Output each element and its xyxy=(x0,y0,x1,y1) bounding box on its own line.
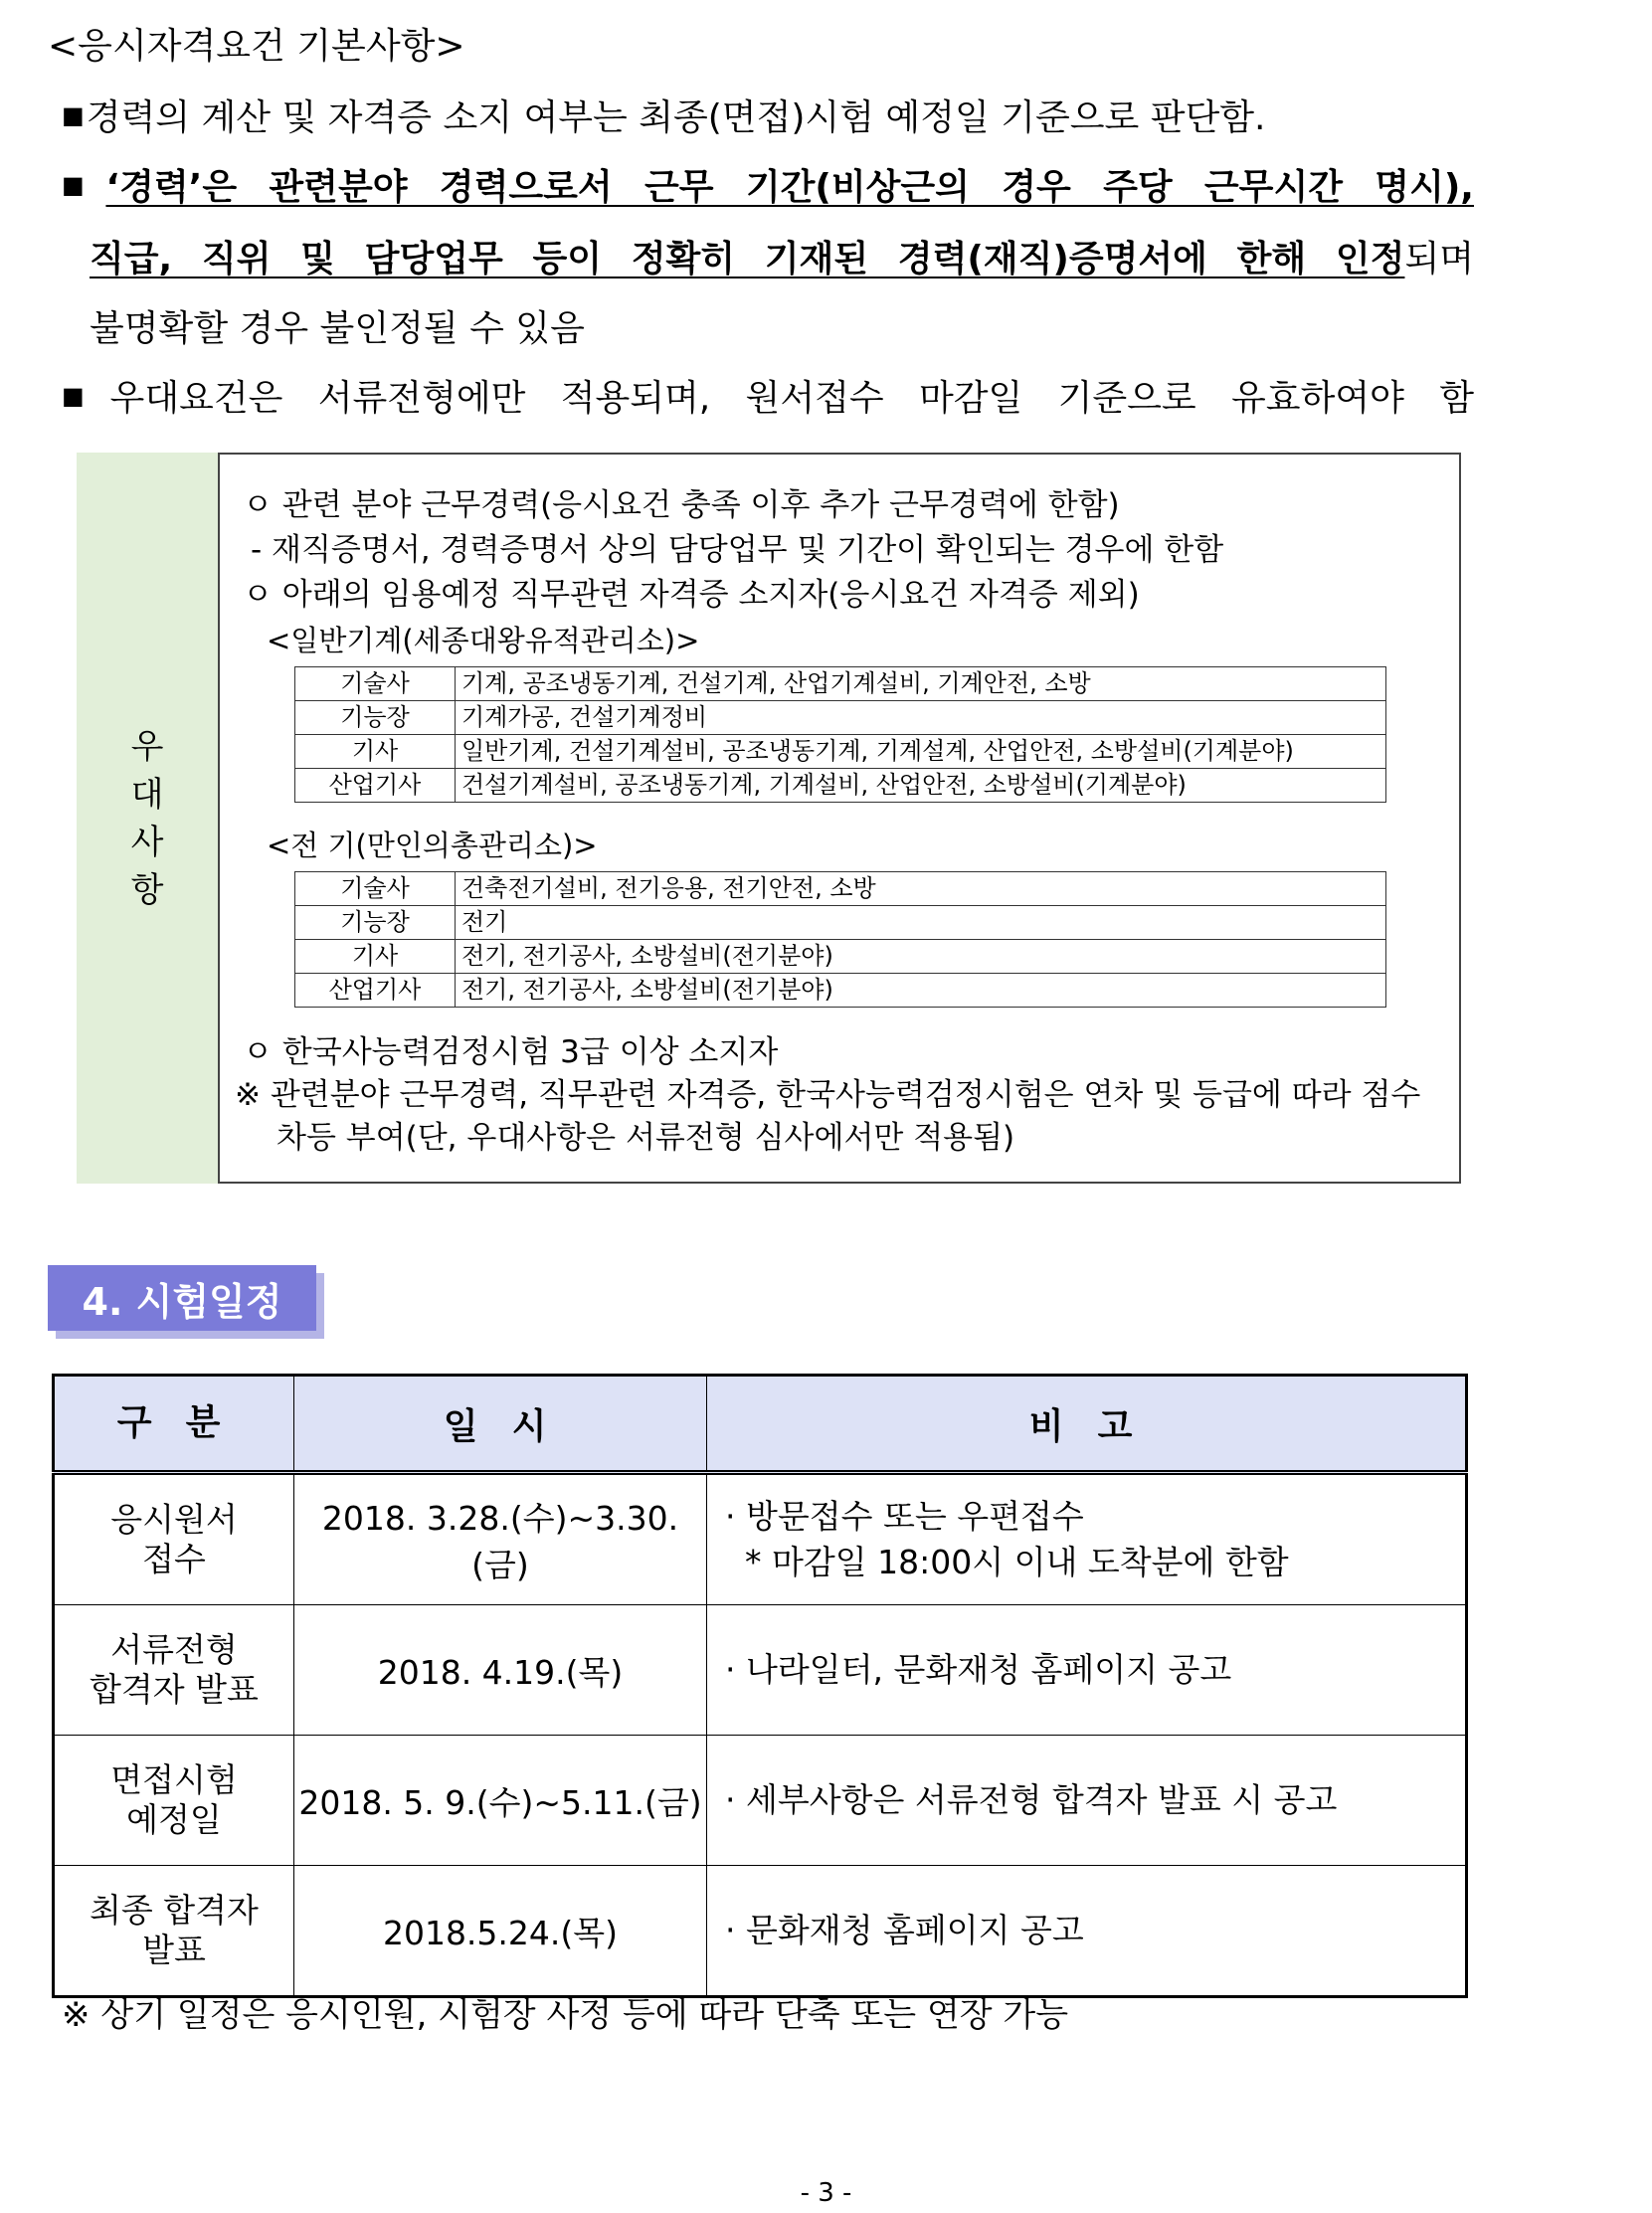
col-header-remarks: 비 고 xyxy=(707,1376,1467,1473)
schedule-footnote: ※ 상기 일정은 응시인원, 시험장 사정 등에 따라 단축 또는 연장 가능 xyxy=(62,1995,1069,2035)
bullet-mark: ■ xyxy=(62,171,104,199)
schedule-date: 2018. 5. 9.(수)~5.11.(금) xyxy=(294,1736,707,1866)
bullet-text: 경력의 계산 및 자격증 소지 여부는 최종(면접)시험 예정일 기준으로 판단함. xyxy=(86,97,1266,138)
bullet-career-def xyxy=(62,159,1474,210)
section-header-schedule: 4. 시험일정 xyxy=(48,1265,316,1331)
license-fields: 일반기계, 건설기계설비, 공조냉동기계, 기계설계, 산업안전, 소방설비(기계분야) xyxy=(456,735,1386,769)
schedule-category: 최종 합격자 발표 xyxy=(54,1866,294,1997)
schedule-category: 서류전형 합격자 발표 xyxy=(54,1605,294,1736)
pref-item-license: ㅇ 아래의 임용예정 직무관련 자격증 소지자(응시요건 자격증 제외) xyxy=(243,577,1140,613)
schedule-category: 응시원서 접수 xyxy=(54,1473,294,1605)
preference-label-cell xyxy=(77,453,220,1184)
bullet-career-calc xyxy=(62,90,1266,140)
license-grade: 기사 xyxy=(295,735,456,769)
license-grade: 기술사 xyxy=(295,872,456,906)
pref-note-line2: 차등 부여(단, 우대사항은 서류전형 심사에서만 적용됨) xyxy=(276,1120,1015,1156)
pref-item-career-sub: - 재직증명서, 경력증명서 상의 담당업무 및 기간이 확인되는 경우에 한함 xyxy=(251,532,1224,568)
table-row xyxy=(295,769,1386,803)
bullet-preference-rule xyxy=(62,370,1474,421)
table-row xyxy=(295,667,1386,701)
bullet-text-underlined: 직급, 직위 및 담당업무 등이 정확히 기재된 경력(재직)증명서에 한해 인정 xyxy=(90,239,1405,279)
table-header-row xyxy=(54,1376,1467,1473)
bullet-mark: ■ xyxy=(62,101,85,129)
license-fields: 기계, 공조냉동기계, 건설기계, 산업기계설비, 기계안전, 소방 xyxy=(456,667,1386,701)
schedule-date: 2018. 3.28.(수)~3.30.(금) xyxy=(294,1473,707,1605)
schedule-date: 2018. 4.19.(목) xyxy=(294,1605,707,1736)
schedule-remarks: · 방문접수 또는 우편접수 * 마감일 18:00시 이내 도착분에 한함 xyxy=(707,1473,1467,1605)
schedule-remarks: · 문화재청 홈페이지 공고 xyxy=(707,1866,1467,1997)
page-number: - 3 - xyxy=(800,2178,852,2208)
table-row xyxy=(295,974,1386,1008)
license-grade: 산업기사 xyxy=(295,974,456,1008)
table-row xyxy=(295,701,1386,735)
schedule-remarks: · 나라일터, 문화재청 홈페이지 공고 xyxy=(707,1605,1467,1736)
table-row xyxy=(295,940,1386,974)
schedule-remarks: · 세부사항은 서류전형 합격자 발표 시 공고 xyxy=(707,1736,1467,1866)
table-row xyxy=(54,1473,1467,1605)
license-group-title-mech: <일반기계(세종대왕유적관리소)> xyxy=(267,624,700,657)
bullet-mark: ■ xyxy=(62,382,108,410)
license-grade: 기능장 xyxy=(295,906,456,940)
schedule-category: 면접시험 예정일 xyxy=(54,1736,294,1866)
license-fields: 건설기계설비, 공조냉동기계, 기계설비, 산업안전, 소방설비(기계분야) xyxy=(456,769,1386,803)
pref-note-line1: ※ 관련분야 근무경력, 직무관련 자격증, 한국사능력검정시험은 연차 및 등급에 따라 점수 xyxy=(235,1077,1421,1113)
license-fields: 기계가공, 건설기계정비 xyxy=(456,701,1386,735)
license-fields: 전기, 전기공사, 소방설비(전기분야) xyxy=(456,974,1386,1008)
license-grade: 기사 xyxy=(295,940,456,974)
col-header-datetime: 일 시 xyxy=(294,1376,707,1473)
license-grade: 기술사 xyxy=(295,667,456,701)
bullet-text: 되며 xyxy=(1404,239,1474,279)
section-title-basic: <응시자격요건 기본사항> xyxy=(48,26,465,67)
bullet-career-def-line3: 불명확할 경우 불인정될 수 있음 xyxy=(90,308,585,349)
preference-label-line1: 우대 xyxy=(130,726,164,815)
license-group-title-elec: <전 기(만인의총관리소)> xyxy=(267,829,598,862)
table-row xyxy=(295,735,1386,769)
preference-label-line2: 사항 xyxy=(130,822,164,910)
license-grade: 기능장 xyxy=(295,701,456,735)
bullet-text: 우대요건은 서류전형에만 적용되며, 원서접수 마감일 기준으로 유효하여야 함 xyxy=(109,378,1474,419)
pref-item-career: ㅇ 관련 분야 근무경력(응시요건 충족 이후 추가 근무경력에 한함) xyxy=(243,487,1120,523)
license-fields: 전기 xyxy=(456,906,1386,940)
license-grade: 산업기사 xyxy=(295,769,456,803)
license-fields: 건축전기설비, 전기응용, 전기안전, 소방 xyxy=(456,872,1386,906)
table-row xyxy=(295,906,1386,940)
col-header-category: 구 분 xyxy=(54,1376,294,1473)
table-row xyxy=(54,1866,1467,1997)
schedule-date: 2018.5.24.(목) xyxy=(294,1866,707,1997)
bullet-text-underlined: ‘경력’은 관련분야 경력으로서 근무 기간(비상근의 경우 주당 근무시간 명시), xyxy=(105,167,1474,208)
schedule-table xyxy=(52,1374,1468,1998)
license-fields: 전기, 전기공사, 소방설비(전기분야) xyxy=(456,940,1386,974)
table-row xyxy=(54,1736,1467,1866)
license-table-elec xyxy=(294,871,1386,1008)
bullet-career-def-line2 xyxy=(90,231,1474,281)
table-row xyxy=(295,872,1386,906)
license-table-mech xyxy=(294,666,1386,803)
table-row xyxy=(54,1605,1467,1736)
pref-item-korean-history: ㅇ 한국사능력검정시험 3급 이상 소지자 xyxy=(243,1034,779,1070)
